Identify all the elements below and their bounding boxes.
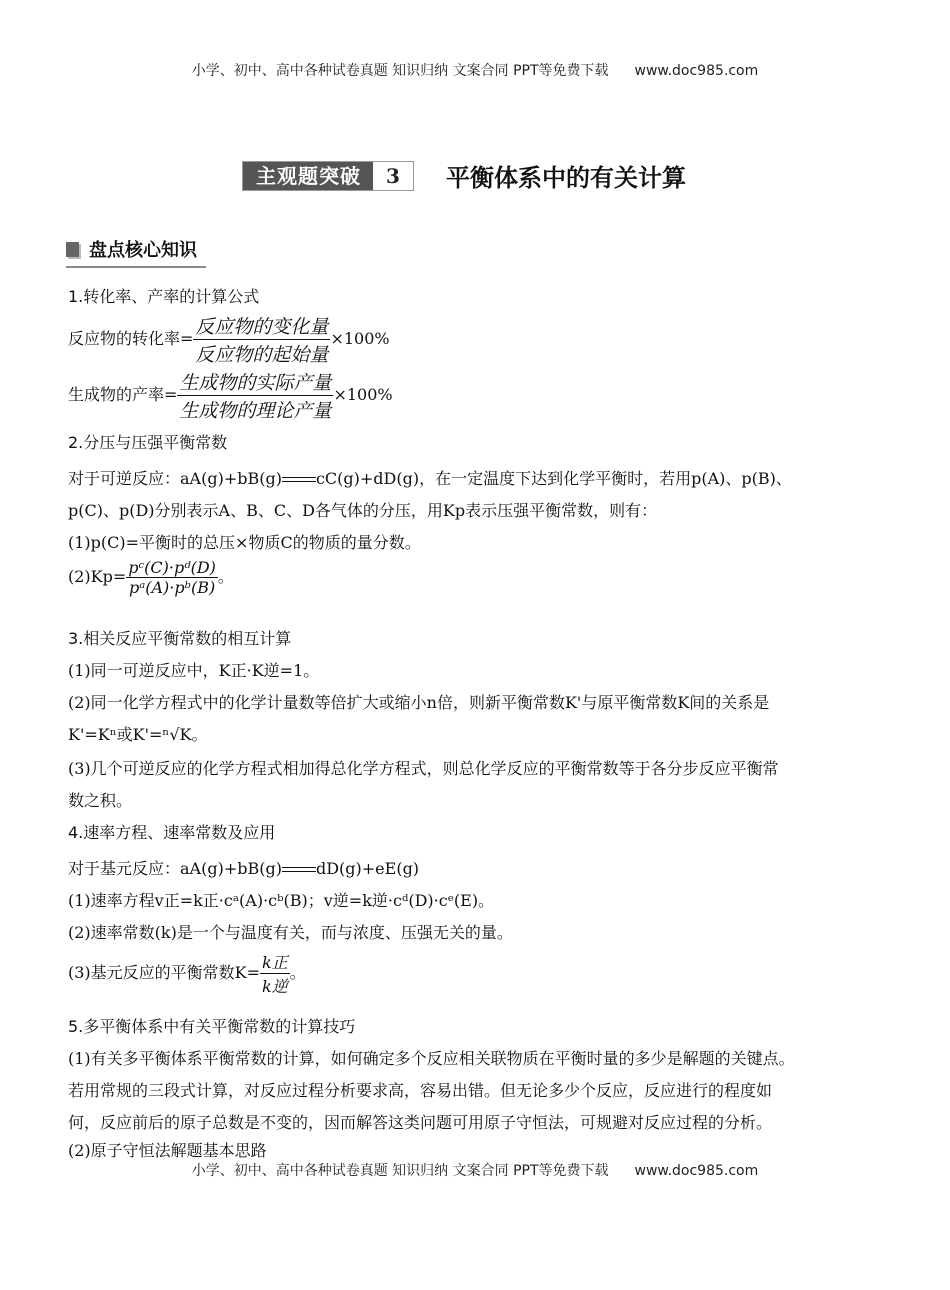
kp-num: pᶜ(C)·pᵈ(D): [128, 558, 216, 577]
heading-3: 3.相关反应平衡常数的相互计算: [68, 629, 292, 648]
fraction: [177, 368, 333, 423]
header-site: www.doc985.com: [634, 63, 759, 79]
document-icon: [66, 242, 79, 257]
k-num: k正: [260, 950, 290, 974]
equilibrium-arrow-icon: [282, 865, 316, 875]
k-tail: 。: [289, 963, 306, 982]
footer-text: 小学、初中、高中各种试卷真题 知识归纳 文案合同 PPT等免费下载: [191, 1163, 609, 1179]
f1-label: 反应物的转化率=: [68, 329, 194, 348]
s2-para-1: [68, 466, 792, 489]
reaction-right: dD(g)+eE(g): [315, 859, 420, 878]
fraction: [193, 312, 330, 367]
f2-tail: ×100%: [333, 385, 393, 404]
page-header: [0, 60, 950, 80]
s4-item-2: (2)速率常数(k)是一个与温度有关，而与浓度、压强无关的量。: [68, 923, 513, 942]
reaction-right: cC(g)+dD(g)，在一定温度下达到化学平衡时，若用p(A)、p(B)、: [315, 469, 792, 488]
s3-item-1: (1)同一可逆反应中，K正·K逆=1。: [68, 661, 320, 680]
reaction-left: 对于可逆反应：aA(g)+bB(g): [68, 469, 282, 488]
kp-label: (2)Kp=: [68, 567, 127, 586]
k-den: k逆: [262, 977, 288, 996]
f2-den: 生成物的理论产量: [179, 400, 332, 422]
s5-item-1b: 若用常规的三段式计算，对反应过程分析要求高，容易出错。但无论多少个反应，反应进行的程度如: [68, 1081, 773, 1100]
heading-4: 4.速率方程、速率常数及应用: [68, 823, 276, 842]
section-header: [66, 236, 206, 268]
page-footer: [0, 1160, 950, 1180]
s3-item-2a: (2)同一化学方程式中的化学计量数等倍扩大或缩小n倍，则新平衡常数K'与原平衡常数K间的关系是: [68, 693, 770, 712]
section-label: 盘点核心知识: [89, 240, 197, 261]
s2-item-1: (1)p(C)=平衡时的总压×物质C的物质的量分数。: [68, 533, 421, 552]
title-badge: [242, 161, 414, 191]
s5-item-2: (2)原子守恒法解题基本思路: [68, 1141, 267, 1160]
s4-item-3: [68, 950, 306, 997]
heading-2: 2.分压与压强平衡常数: [68, 433, 228, 452]
page-title: 平衡体系中的有关计算: [446, 164, 686, 192]
fraction: [260, 950, 290, 997]
footer-site: www.doc985.com: [634, 1163, 759, 1179]
s3-item-3b: 数之积。: [68, 791, 133, 810]
f1-tail: ×100%: [330, 329, 390, 348]
formula-conversion: [68, 312, 390, 367]
kp-tail: 。: [217, 567, 234, 586]
s3-item-2b: K'=Kⁿ或K'=ⁿ√K。: [68, 725, 208, 744]
title-block: [242, 158, 686, 193]
formula-yield: [68, 368, 393, 423]
s2-item-2: [68, 558, 234, 597]
f2-num: 生成物的实际产量: [177, 368, 333, 396]
f1-den: 反应物的起始量: [195, 344, 329, 366]
s3-item-3a: (3)几个可逆反应的化学方程式相加得总化学方程式，则总化学反应的平衡常数等于各分步反应平衡常: [68, 759, 779, 778]
s5-item-1c: 何，反应前后的原子总数是不变的，因而解答这类问题可用原子守恒法，可规避对反应过程的分析。: [68, 1113, 773, 1132]
fraction: [126, 558, 218, 597]
s5-item-1a: (1)有关多平衡体系平衡常数的计算，如何确定多个反应相关联物质在平衡时量的多少是解题的关键点。: [68, 1049, 795, 1068]
s4-para: [68, 856, 419, 879]
heading-1: 1.转化率、产率的计算公式: [68, 287, 260, 306]
header-text: 小学、初中、高中各种试卷真题 知识归纳 文案合同 PPT等免费下载: [191, 63, 609, 79]
k-label: (3)基元反应的平衡常数K=: [68, 963, 261, 982]
kp-den: pᵃ(A)·pᵇ(B): [128, 578, 216, 597]
s4-item-1: (1)速率方程v正=k正·cᵃ(A)·cᵇ(B)；v逆=k逆·cᵈ(D)·cᵉ(E)。: [68, 891, 495, 910]
heading-5: 5.多平衡体系中有关平衡常数的计算技巧: [68, 1017, 356, 1036]
f1-num: 反应物的变化量: [193, 312, 330, 340]
reaction-left: 对于基元反应：aA(g)+bB(g): [68, 859, 282, 878]
equilibrium-arrow-icon: [282, 475, 316, 485]
f2-label: 生成物的产率=: [68, 385, 178, 404]
badge-label: 主观题突破: [246, 162, 373, 190]
badge-number: 3: [373, 162, 413, 190]
s2-para-2: p(C)、p(D)分别表示A、B、C、D各气体的分压，用Kp表示压强平衡常数，则有：: [68, 501, 658, 520]
